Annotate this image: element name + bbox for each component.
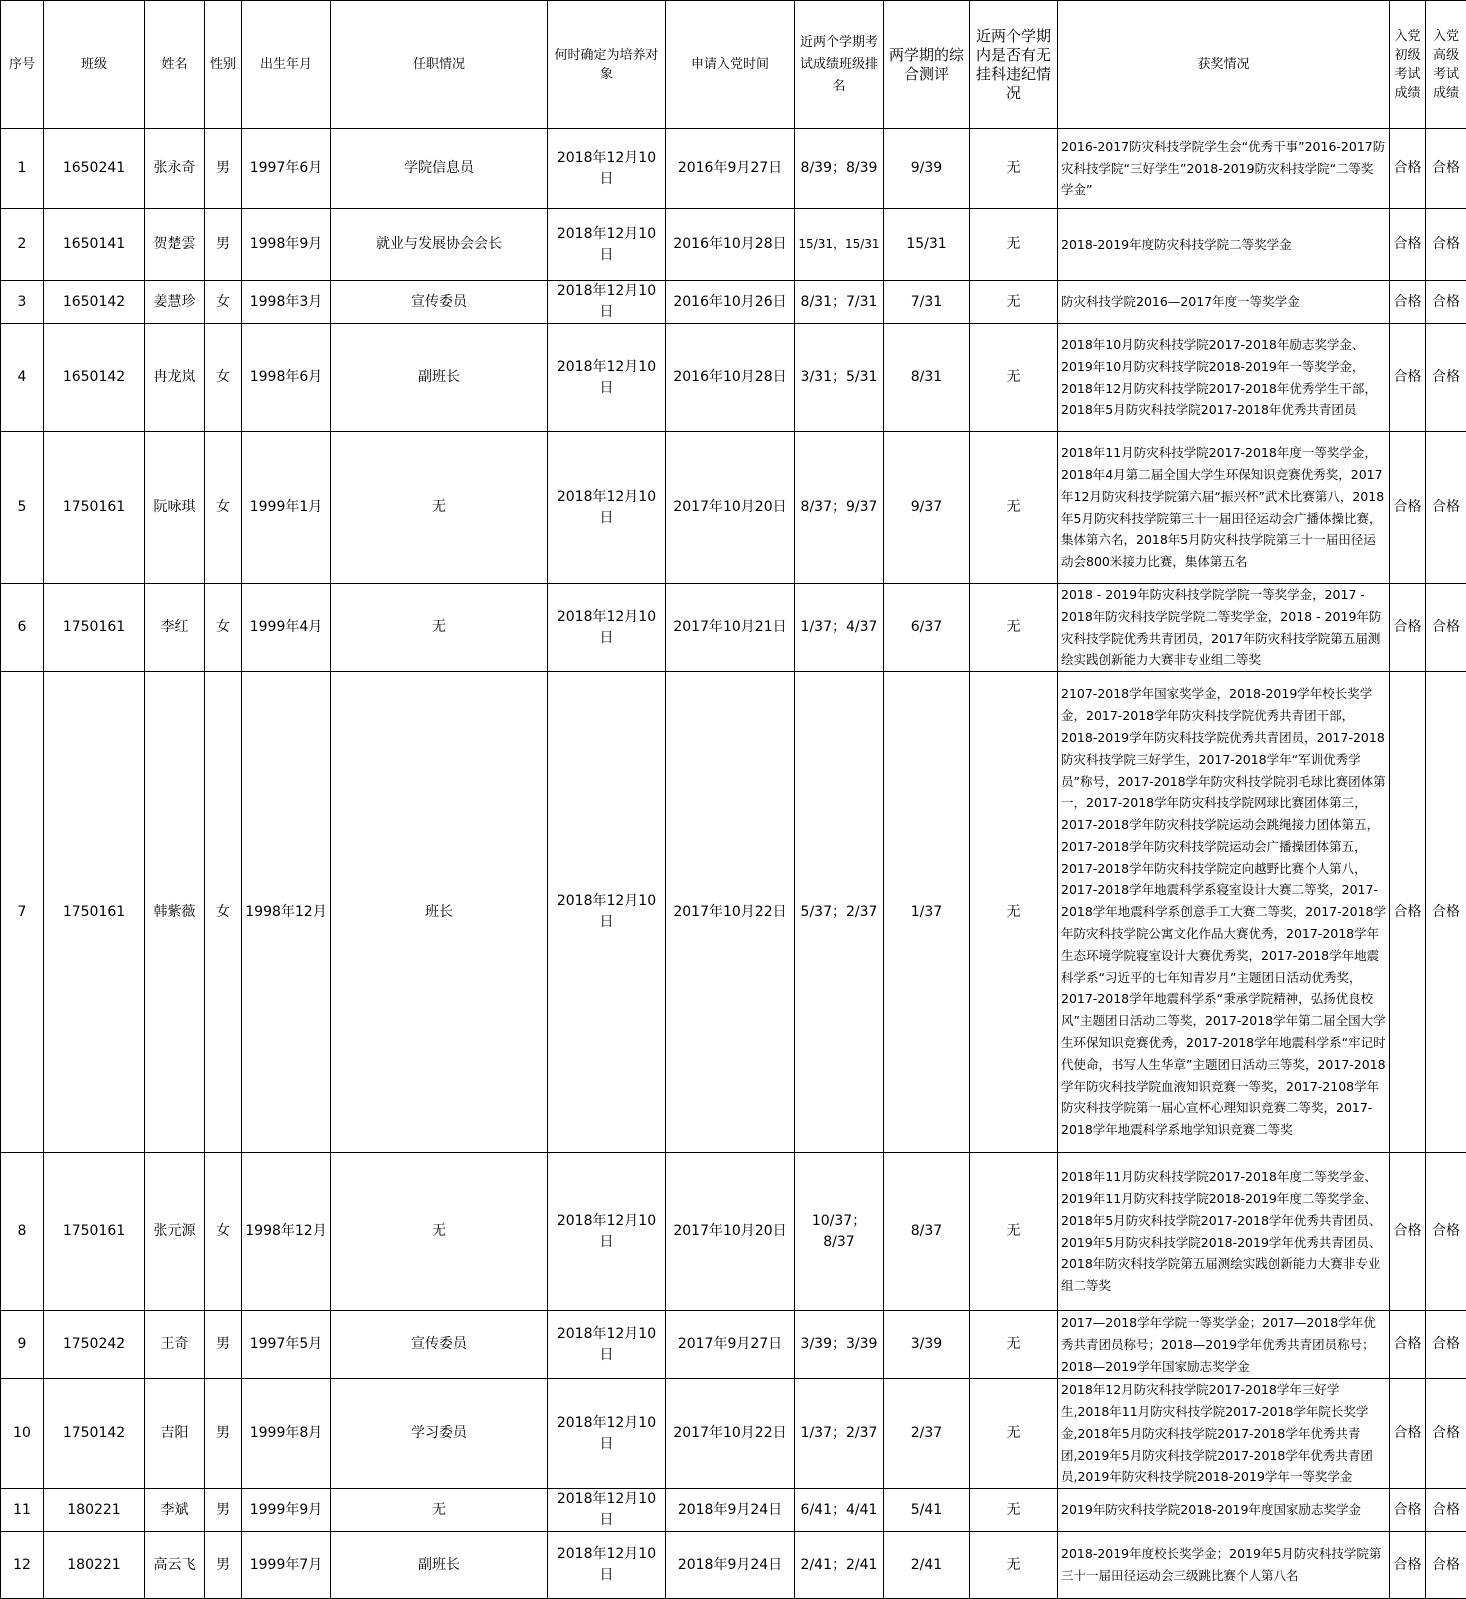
cell-apply-date: 2017年10月22日 (666, 1379, 795, 1489)
cell-exam-advanced: 合格 (1426, 281, 1466, 324)
cell-position: 班长 (331, 672, 548, 1153)
cell-apply-date: 2017年10月20日 (666, 432, 795, 584)
cell-evaluation: 3/39 (884, 1311, 970, 1379)
cell-gender: 男 (205, 1311, 242, 1379)
header-ranking: 近两个学期考试成绩班级排名 (795, 1, 884, 129)
cell-exam-basic: 合格 (1390, 1489, 1426, 1532)
cell-exam-advanced: 合格 (1426, 1153, 1466, 1311)
cell-name: 张永奇 (145, 129, 205, 209)
cell-awards: 2019年防灾科技学院2018-2019年度国家励志奖学金 (1058, 1489, 1390, 1532)
cell-apply-date: 2018年9月24日 (666, 1489, 795, 1532)
header-birth: 出生年月 (242, 1, 331, 129)
cell-position: 学习委员 (331, 1379, 548, 1489)
cell-index: 9 (1, 1311, 44, 1379)
cell-birth: 1998年12月 (242, 1153, 331, 1311)
cell-training-date: 2018年12月10日 (548, 432, 666, 584)
cell-evaluation: 2/41 (884, 1532, 970, 1599)
cell-ranking: 8/39；8/39 (795, 129, 884, 209)
cell-exam-advanced: 合格 (1426, 324, 1466, 432)
cell-index: 10 (1, 1379, 44, 1489)
cell-exam-basic: 合格 (1390, 209, 1426, 281)
cell-exam-basic: 合格 (1390, 281, 1426, 324)
cell-apply-date: 2017年9月27日 (666, 1311, 795, 1379)
cell-awards: 2018年12月防灾科技学院2017-2018学年三好学生,2018年11月防灾科技学院2017-2018学年院长奖学金,2018年5月防灾科技学院2017-2018学年优秀共青团,2019年5月防灾科技学院2017-2018学年优秀共青团员,2019年防灾科技学院2018-2019学年一等奖学金 (1058, 1379, 1390, 1489)
table-row (1, 1379, 1466, 1489)
table-row (1, 1489, 1466, 1532)
cell-exam-basic: 合格 (1390, 1532, 1426, 1599)
cell-class: 1650142 (44, 281, 145, 324)
cell-index: 6 (1, 584, 44, 672)
table-row (1, 1532, 1466, 1599)
cell-exam-advanced: 合格 (1426, 1532, 1466, 1599)
cell-birth: 1997年6月 (242, 129, 331, 209)
cell-name: 高云飞 (145, 1532, 205, 1599)
header-exam-advanced: 入党高级考试成绩 (1426, 1, 1466, 129)
cell-ranking: 1/37；2/37 (795, 1379, 884, 1489)
cell-index: 7 (1, 672, 44, 1153)
cell-class: 1650241 (44, 129, 145, 209)
cell-awards: 2018-2019年度校长奖学金；2019年5月防灾科技学院第三十一届田径运动会三级跳比赛个人第八名 (1058, 1532, 1390, 1599)
cell-class: 180221 (44, 1532, 145, 1599)
cell-birth: 1998年3月 (242, 281, 331, 324)
table-row (1, 1311, 1466, 1379)
cell-name: 韩紫薇 (145, 672, 205, 1153)
cell-ranking: 8/31；7/31 (795, 281, 884, 324)
cell-ranking: 5/37；2/37 (795, 672, 884, 1153)
cell-training-date: 2018年12月10日 (548, 324, 666, 432)
cell-index: 11 (1, 1489, 44, 1532)
cell-awards: 2107-2018学年国家奖学金，2018-2019学年校长奖学金，2017-2018学年防灾科技学院优秀共青团干部，2018-2019学年防灾科技学院优秀共青团员，2017-2018防灾科技学院三好学生，2017-2018学年“军训优秀学员”称号，2017-2018学年防灾科技学院羽毛球比赛团体第一，2017-2018学年防灾科技学院网球比赛团体第三，2017-2018学年防灾科技学院运动会跳绳接力团体第五，2017-2018学年防灾科技学院运动会广播操团体第五，2017-2018学年防灾科技学院定向越野比赛个人第八，2017-2018学年地震科学系寝室设计大赛二等奖，2017-2018学年地震科学系创意手工大赛二等奖，2017-2018学年防灾科技学院公寓文化作品大赛优秀，2017-2018学年生态环境学院寝室设计大赛优秀奖，2017-2018学年地震科学系“习近平的七年知青岁月”主题团日活动优秀奖，2017-2018学年地震科学系“秉承学院精神，弘扬优良校风”主题团日活动二等奖，2017-2018学年第二届全国大学生环保知识竞赛优秀，2017-2018学年地震科学系“牢记时代使命，书写人生华章”主题团日活动三等奖，2017-2018学年防灾科技学院血液知识竞赛一等奖，2017-2108学年防灾科技学院第一届心宣杯心理知识竞赛二等奖，2017-2018学年地震科学系地学知识竞赛二等奖 (1058, 672, 1390, 1153)
header-row (1, 1, 1466, 129)
cell-exam-basic: 合格 (1390, 584, 1426, 672)
cell-exam-basic: 合格 (1390, 129, 1426, 209)
cell-exam-basic: 合格 (1390, 1311, 1426, 1379)
cell-position: 无 (331, 432, 548, 584)
cell-class: 1750161 (44, 432, 145, 584)
cell-birth: 1999年4月 (242, 584, 331, 672)
cell-class: 1750161 (44, 672, 145, 1153)
cell-training-date: 2018年12月10日 (548, 209, 666, 281)
cell-exam-advanced: 合格 (1426, 129, 1466, 209)
cell-training-date: 2018年12月10日 (548, 1311, 666, 1379)
cell-evaluation: 1/37 (884, 672, 970, 1153)
cell-class: 1650141 (44, 209, 145, 281)
cell-violations: 无 (970, 129, 1058, 209)
cell-class: 1750142 (44, 1379, 145, 1489)
cell-birth: 1999年8月 (242, 1379, 331, 1489)
cell-index: 2 (1, 209, 44, 281)
cell-index: 12 (1, 1532, 44, 1599)
cell-apply-date: 2016年10月28日 (666, 209, 795, 281)
table-row (1, 209, 1466, 281)
cell-exam-basic: 合格 (1390, 1379, 1426, 1489)
cell-violations: 无 (970, 324, 1058, 432)
table-row (1, 432, 1466, 584)
cell-name: 李红 (145, 584, 205, 672)
cell-ranking: 3/39；3/39 (795, 1311, 884, 1379)
cell-violations: 无 (970, 1532, 1058, 1599)
cell-index: 1 (1, 129, 44, 209)
cell-violations: 无 (970, 584, 1058, 672)
cell-apply-date: 2018年9月24日 (666, 1532, 795, 1599)
cell-gender: 男 (205, 129, 242, 209)
cell-violations: 无 (970, 1489, 1058, 1532)
cell-violations: 无 (970, 432, 1058, 584)
cell-index: 5 (1, 432, 44, 584)
cell-exam-advanced: 合格 (1426, 1379, 1466, 1489)
cell-training-date: 2018年12月10日 (548, 1153, 666, 1311)
cell-position: 宣传委员 (331, 1311, 548, 1379)
cell-ranking: 8/37；9/37 (795, 432, 884, 584)
cell-birth: 1997年5月 (242, 1311, 331, 1379)
cell-evaluation: 5/41 (884, 1489, 970, 1532)
cell-apply-date: 2017年10月20日 (666, 1153, 795, 1311)
cell-name: 李斌 (145, 1489, 205, 1532)
cell-exam-advanced: 合格 (1426, 584, 1466, 672)
cell-violations: 无 (970, 1379, 1058, 1489)
cell-awards: 2018年11月防灾科技学院2017-2018年度二等奖学金、2019年11月防灾科技学院2018-2019年度二等奖学金、2018年5月防灾科技学院2017-2018学年优秀共青团员、2019年5月防灾科技学院2018-2019学年优秀共青团员、2018年防灾科技学院第五届测绘实践创新能力大赛非专业组二等奖 (1058, 1153, 1390, 1311)
cell-name: 吉阳 (145, 1379, 205, 1489)
cell-name: 阮咏琪 (145, 432, 205, 584)
header-class: 班级 (44, 1, 145, 129)
cell-apply-date: 2016年10月28日 (666, 324, 795, 432)
cell-gender: 女 (205, 324, 242, 432)
table-row (1, 1153, 1466, 1311)
cell-position: 无 (331, 584, 548, 672)
cell-training-date: 2018年12月10日 (548, 1532, 666, 1599)
cell-exam-basic: 合格 (1390, 672, 1426, 1153)
cell-birth: 1999年9月 (242, 1489, 331, 1532)
cell-apply-date: 2017年10月22日 (666, 672, 795, 1153)
cell-evaluation: 8/37 (884, 1153, 970, 1311)
cell-gender: 男 (205, 1379, 242, 1489)
cell-name: 冉龙岚 (145, 324, 205, 432)
cell-training-date: 2018年12月10日 (548, 1379, 666, 1489)
header-training-date: 何时确定为培养对象 (548, 1, 666, 129)
header-index: 序号 (1, 1, 44, 129)
header-name: 姓名 (145, 1, 205, 129)
header-apply-date: 申请入党时间 (666, 1, 795, 129)
cell-apply-date: 2016年9月27日 (666, 129, 795, 209)
cell-ranking: 2/41；2/41 (795, 1532, 884, 1599)
cell-evaluation: 6/37 (884, 584, 970, 672)
table-row (1, 281, 1466, 324)
cell-class: 1750161 (44, 584, 145, 672)
cell-gender: 男 (205, 209, 242, 281)
cell-exam-advanced: 合格 (1426, 1489, 1466, 1532)
cell-training-date: 2018年12月10日 (548, 672, 666, 1153)
cell-awards: 2018 - 2019年防灾科技学院学院一等奖学金，2017 - 2018年防灾科技学院学院二等奖学金，2018 - 2019年防灾科技学院优秀共青团员，2017年防灾科技学院第五届测绘实践创新能力大赛非专业组二等奖 (1058, 584, 1390, 672)
cell-awards: 2016-2017防灾科技学院学生会“优秀干事”2016-2017防灾科技学院“三好学生”2018-2019防灾科技学院“二等奖学金” (1058, 129, 1390, 209)
header-position: 任职情况 (331, 1, 548, 129)
cell-index: 4 (1, 324, 44, 432)
header-exam-basic: 入党初级考试成绩 (1390, 1, 1426, 129)
cell-exam-basic: 合格 (1390, 1153, 1426, 1311)
cell-evaluation: 8/31 (884, 324, 970, 432)
cell-name: 张元源 (145, 1153, 205, 1311)
header-gender: 性别 (205, 1, 242, 129)
table-row (1, 584, 1466, 672)
cell-violations: 无 (970, 672, 1058, 1153)
cell-birth: 1999年1月 (242, 432, 331, 584)
cell-name: 姜慧珍 (145, 281, 205, 324)
cell-evaluation: 15/31 (884, 209, 970, 281)
cell-ranking: 1/37；4/37 (795, 584, 884, 672)
cell-gender: 女 (205, 584, 242, 672)
cell-class: 1750161 (44, 1153, 145, 1311)
header-violations: 近两个学期内是否有无挂科违纪情况 (970, 1, 1058, 129)
cell-awards: 2018年10月防灾科技学院2017-2018年励志奖学金、2019年10月防灾科技学院2018-2019年一等奖学金，2018年12月防灾科技学院2017-2018年优秀学生干部，2018年5月防灾科技学院2017-2018年优秀共青团员 (1058, 324, 1390, 432)
cell-gender: 女 (205, 281, 242, 324)
cell-index: 8 (1, 1153, 44, 1311)
cell-evaluation: 7/31 (884, 281, 970, 324)
cell-class: 1750242 (44, 1311, 145, 1379)
cell-ranking: 3/31；5/31 (795, 324, 884, 432)
cell-gender: 女 (205, 1153, 242, 1311)
cell-birth: 1998年12月 (242, 672, 331, 1153)
cell-gender: 男 (205, 1532, 242, 1599)
cell-name: 王奇 (145, 1311, 205, 1379)
cell-training-date: 2018年12月10日 (548, 1489, 666, 1532)
header-awards: 获奖情况 (1058, 1, 1390, 129)
cell-exam-basic: 合格 (1390, 324, 1426, 432)
table-row (1, 324, 1466, 432)
cell-awards: 2017—2018学年学院一等奖学金；2017—2018学年优秀共青团员称号；2018—2019学年优秀共青团员称号；2018—2019学年国家励志奖学金 (1058, 1311, 1390, 1379)
cell-apply-date: 2017年10月21日 (666, 584, 795, 672)
cell-position: 学院信息员 (331, 129, 548, 209)
cell-gender: 女 (205, 432, 242, 584)
cell-birth: 1998年6月 (242, 324, 331, 432)
cell-evaluation: 2/37 (884, 1379, 970, 1489)
cell-name: 贺楚雲 (145, 209, 205, 281)
cell-awards: 2018年11月防灾科技学院2017-2018年度一等奖学金，2018年4月第二届全国大学生环保知识竞赛优秀奖，2017年12月防灾科技学院第六届“振兴杯”武术比赛第八，2018年5月防灾科技学院第三十一届田径运动会广播体操比赛，集体第六名，2018年5月防灾科技学院第三十一届田径运动会800米接力比赛，集体第五名 (1058, 432, 1390, 584)
cell-position: 无 (331, 1153, 548, 1311)
cell-training-date: 2018年12月10日 (548, 129, 666, 209)
cell-training-date: 2018年12月10日 (548, 281, 666, 324)
cell-apply-date: 2016年10月26日 (666, 281, 795, 324)
cell-ranking: 15/31，15/31 (795, 209, 884, 281)
cell-class: 180221 (44, 1489, 145, 1532)
cell-evaluation: 9/39 (884, 129, 970, 209)
cell-violations: 无 (970, 209, 1058, 281)
cell-evaluation: 9/37 (884, 432, 970, 584)
cell-exam-advanced: 合格 (1426, 209, 1466, 281)
cell-index: 3 (1, 281, 44, 324)
cell-gender: 女 (205, 672, 242, 1153)
table-row (1, 672, 1466, 1153)
cell-awards: 防灾科技学院2016—2017年度一等奖学金 (1058, 281, 1390, 324)
cell-birth: 1998年9月 (242, 209, 331, 281)
cell-exam-advanced: 合格 (1426, 432, 1466, 584)
cell-position: 无 (331, 1489, 548, 1532)
cell-violations: 无 (970, 281, 1058, 324)
cell-training-date: 2018年12月10日 (548, 584, 666, 672)
cell-position: 副班长 (331, 324, 548, 432)
cell-exam-advanced: 合格 (1426, 1311, 1466, 1379)
cell-exam-basic: 合格 (1390, 432, 1426, 584)
table-row (1, 129, 1466, 209)
cell-violations: 无 (970, 1153, 1058, 1311)
cell-ranking: 6/41；4/41 (795, 1489, 884, 1532)
cell-ranking: 10/37；8/37 (795, 1153, 884, 1311)
cell-position: 副班长 (331, 1532, 548, 1599)
cell-position: 宣传委员 (331, 281, 548, 324)
cell-class: 1650142 (44, 324, 145, 432)
cell-exam-advanced: 合格 (1426, 672, 1466, 1153)
cell-birth: 1999年7月 (242, 1532, 331, 1599)
cell-position: 就业与发展协会会长 (331, 209, 548, 281)
header-evaluation: 两学期的综合测评 (884, 1, 970, 129)
cell-awards: 2018-2019年度防灾科技学院二等奖学金 (1058, 209, 1390, 281)
cell-violations: 无 (970, 1311, 1058, 1379)
cell-gender: 男 (205, 1489, 242, 1532)
